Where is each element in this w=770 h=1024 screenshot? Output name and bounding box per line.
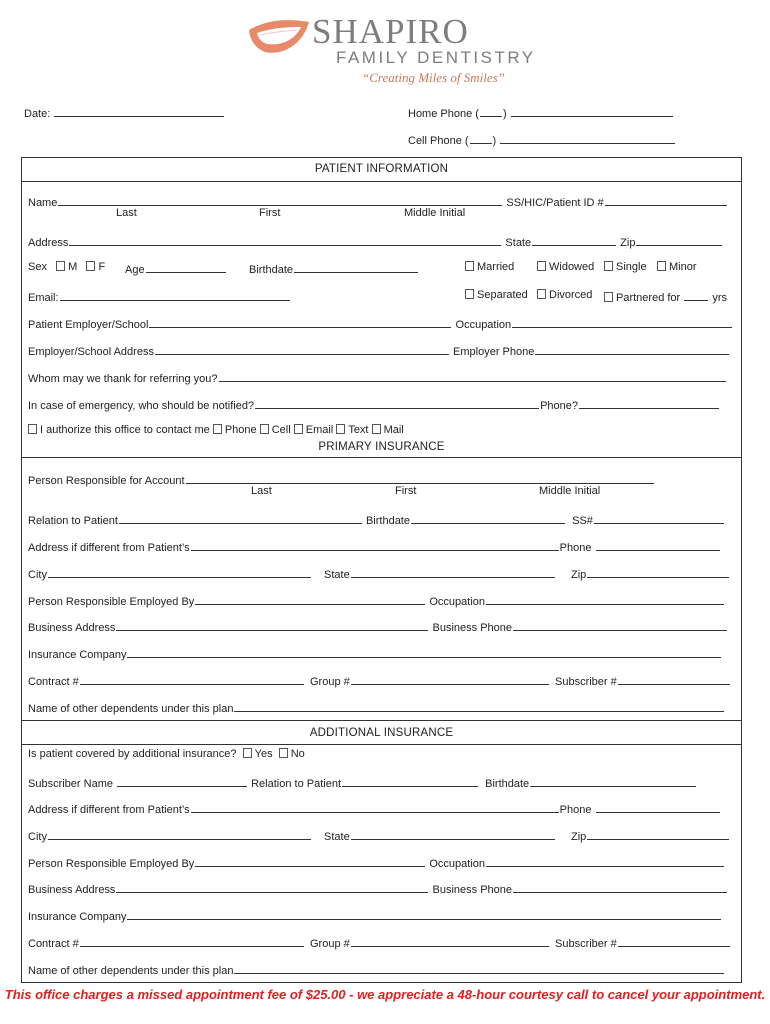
employed-by-label: Person Responsible Employed By [28,858,195,870]
single-checkbox[interactable] [604,261,613,271]
contact-cell-checkbox[interactable] [260,424,269,434]
employed-by-row [28,855,725,871]
dependents-row [28,962,725,978]
state-field[interactable] [532,234,616,246]
email-label: Email: [28,292,59,304]
zip-row [571,828,730,844]
covered-no-checkbox[interactable] [279,748,288,758]
subscriber-name-label: Subscriber Name [28,778,113,790]
business-phone-label: Business Phone [432,884,512,896]
subscriber-name-row [28,775,697,791]
business-phone-field[interactable] [513,881,727,893]
minor-label: Minor [669,261,697,273]
zip-row [571,566,730,582]
emergency-field[interactable] [255,397,539,409]
authorize-row [28,424,404,437]
insurance-company-field[interactable] [127,646,721,658]
ssid-field[interactable] [605,194,727,206]
emergency-row [28,397,720,413]
insurance-company-field[interactable] [127,908,721,920]
employer-address-field[interactable] [155,343,449,355]
insurance-company-row [28,646,722,662]
minor-option [657,261,697,274]
email-row [28,289,291,305]
subscriber-row [555,673,731,689]
contract-row [28,673,305,689]
responsible-field[interactable] [186,472,654,484]
contact-email-checkbox[interactable] [294,424,303,434]
state-field[interactable] [351,828,555,840]
zip-label: Zip [571,831,587,843]
age-label: Age [125,264,145,276]
employer-phone-label: Employer Phone [453,346,535,358]
state-row [324,828,556,844]
group-field[interactable] [351,935,549,947]
separated-label: Separated [477,289,528,301]
smile-lips-icon [247,18,311,58]
city-row [28,828,312,844]
section-title-patient: PATIENT INFORMATION [314,163,449,175]
name-sub-last: Last [116,207,137,219]
occupation-label: Occupation [429,858,486,870]
birthdate-label: Birthdate [365,515,410,527]
city-field[interactable] [48,828,311,840]
phone-label: Phone [559,542,592,554]
contact-mail-label: Mail [383,424,404,436]
contract-row [28,935,305,951]
contract-field[interactable] [80,935,304,947]
logo-subtitle: FAMILY DENTISTRY [336,48,536,67]
group-field[interactable] [351,673,549,685]
state-label: State [505,237,532,249]
name-sub-first: First [259,207,281,219]
covered-label: Is patient covered by additional insurance? [28,748,237,760]
contact-text-checkbox[interactable] [336,424,345,434]
city-label: City [28,831,47,843]
date-field[interactable] [54,105,224,117]
divider [21,720,742,721]
date-row [24,105,225,121]
subscriber-field[interactable] [618,673,730,685]
employer-address-label: Employer/School Address [28,346,154,358]
occupation-label: Occupation [455,319,512,331]
occupation-field[interactable] [486,855,724,867]
birthdate-label: Birthdate [249,264,294,276]
business-phone-label: Business Phone [432,622,512,634]
ssid-label: SS/HIC/Patient ID # [506,197,604,209]
widowed-label: Widowed [549,261,595,273]
business-address-label: Business Address [28,884,116,896]
business-address-row [28,881,728,897]
dependents-label: Name of other dependents under this plan [28,703,234,715]
widowed-option [537,261,594,274]
date-label: Date: [24,108,51,120]
group-row [310,935,550,951]
contact-cell-label: Cell [271,424,291,436]
birthdate-field[interactable] [294,261,418,273]
partnered-checkbox[interactable] [604,292,613,302]
age-field[interactable] [146,261,226,273]
subscriber-label: Subscriber # [555,938,617,950]
birthdate-field[interactable] [411,512,565,524]
paren: ) [492,135,497,147]
employer-phone-field[interactable] [535,343,729,355]
minor-checkbox[interactable] [657,261,666,271]
city-row [28,566,312,582]
employed-by-row [28,593,725,609]
home-phone-row [408,105,674,121]
relation-row [28,512,725,528]
employed-by-field[interactable] [195,593,425,605]
sex-label: Sex [28,261,47,273]
subscriber-row [555,935,731,951]
subscriber-field[interactable] [618,935,730,947]
name-field[interactable] [58,194,502,206]
insurance-company-label: Insurance Company [28,911,127,923]
city-label: City [28,569,47,581]
yrs-label: yrs [712,292,727,304]
phone-field[interactable] [596,801,720,813]
missed-appointment-notice: This office charges a missed appointment fee of $25.00 - we appreciate a 48-hour courtesy call to cancel your appointment. [4,987,766,1002]
city-field[interactable] [48,566,311,578]
zip-label: Zip [571,569,587,581]
contract-label: Contract # [28,938,79,950]
partnered-option [604,289,727,305]
emergency-phone-label: Phone? [540,400,578,412]
paren: ) [502,108,507,120]
relation-field[interactable] [342,775,478,787]
referral-field[interactable] [219,370,726,382]
state-label: State [324,569,350,581]
single-label: Single [616,261,647,273]
employer-address-row [28,343,730,359]
sex-m-label: M [68,261,78,273]
ss-label: SS# [572,515,593,527]
relation-field[interactable] [119,512,362,524]
logo-tagline: “Creating Miles of Smiles” [362,70,505,85]
insurance-company-row [28,908,722,924]
responsible-sub-middle: Middle Initial [539,485,601,497]
address-diff-label: Address if different from Patient’s [28,804,190,816]
business-phone-field[interactable] [513,619,727,631]
contract-label: Contract # [28,676,79,688]
divider [21,744,742,745]
address-diff-row [28,539,721,555]
group-label: Group # [310,938,350,950]
home-phone-area-field[interactable] [480,105,502,117]
business-address-field[interactable] [116,881,428,893]
employer-field[interactable] [149,316,451,328]
business-address-field[interactable] [116,619,428,631]
birthdate-row [249,261,419,277]
birthdate-label: Birthdate [485,778,530,790]
logo-name: SHAPIRO [312,12,469,51]
business-address-row [28,619,728,635]
phone-label: Phone [559,804,592,816]
home-phone-field[interactable] [511,105,673,117]
sex-f-checkbox[interactable] [86,261,95,271]
cell-phone-label: Cell Phone ( [408,135,469,147]
relation-label: Relation to Patient [28,515,118,527]
business-address-label: Business Address [28,622,116,634]
contact-phone-checkbox[interactable] [213,424,222,434]
emergency-label: In case of emergency, who should be notified? [28,400,255,412]
section-title-primary: PRIMARY INSURANCE [318,441,445,453]
name-sub-middle: Middle Initial [404,207,466,219]
dependents-field[interactable] [234,962,724,974]
married-option [465,261,514,274]
divorced-option [537,289,592,302]
home-phone-label: Home Phone ( [408,108,479,120]
widowed-checkbox[interactable] [537,261,546,271]
divider [21,181,742,182]
covered-yes-checkbox[interactable] [243,748,252,758]
contact-mail-checkbox[interactable] [372,424,381,434]
married-checkbox[interactable] [465,261,474,271]
address-diff-field[interactable] [191,801,559,813]
authorize-checkbox[interactable] [28,424,37,434]
occupation-field[interactable] [512,316,732,328]
employed-by-field[interactable] [195,855,425,867]
relation-label: Relation to Patient [251,778,341,790]
partnered-years-field[interactable] [684,289,708,301]
subscriber-name-field[interactable] [117,775,247,787]
address-diff-field[interactable] [191,539,559,551]
sex-row [28,261,105,274]
age-row [125,261,227,277]
divider [21,457,742,458]
dependents-row [28,700,725,716]
address-field[interactable] [69,234,501,246]
emergency-phone-field[interactable] [579,397,719,409]
partnered-label: Partnered for [616,292,681,304]
state-field[interactable] [351,566,555,578]
authorize-label: I authorize this office to contact me [40,424,210,436]
single-option [604,261,647,274]
divorced-label: Divorced [549,289,593,301]
sex-m-checkbox[interactable] [56,261,65,271]
group-row [310,673,550,689]
subscriber-label: Subscriber # [555,676,617,688]
phone-field[interactable] [596,539,720,551]
divorced-checkbox[interactable] [537,289,546,299]
contact-email-label: Email [305,424,334,436]
separated-checkbox[interactable] [465,289,474,299]
occupation-label: Occupation [429,596,486,608]
address-label: Address [28,237,69,249]
group-label: Group # [310,676,350,688]
employed-by-label: Person Responsible Employed By [28,596,195,608]
sex-f-label: F [98,261,106,273]
covered-row [28,748,305,761]
responsible-sub-last: Last [251,485,272,497]
responsible-label: Person Responsible for Account [28,475,185,487]
address-diff-row [28,801,721,817]
birthdate-field[interactable] [530,775,696,787]
contact-phone-label: Phone [224,424,257,436]
separated-option [465,289,528,302]
dependents-label: Name of other dependents under this plan [28,965,234,977]
state-label: State [324,831,350,843]
zip-field[interactable] [636,234,722,246]
employer-row [28,316,733,332]
email-field[interactable] [60,289,290,301]
covered-yes-label: Yes [254,748,273,760]
zip-field[interactable] [587,828,729,840]
occupation-field[interactable] [486,593,724,605]
address-diff-label: Address if different from Patient’s [28,542,190,554]
dependents-field[interactable] [234,700,724,712]
contact-text-label: Text [348,424,369,436]
section-title-additional: ADDITIONAL INSURANCE [309,727,454,739]
name-label: Name [28,197,58,209]
insurance-company-label: Insurance Company [28,649,127,661]
married-label: Married [477,261,515,273]
responsible-sub-first: First [395,485,417,497]
address-row [28,234,723,250]
cell-phone-row [408,132,676,148]
referral-row [28,370,727,386]
covered-no-label: No [290,748,305,760]
referral-label: Whom may we thank for referring you? [28,373,218,385]
zip-field[interactable] [587,566,729,578]
contract-field[interactable] [80,673,304,685]
ss-field[interactable] [594,512,724,524]
employer-label: Patient Employer/School [28,319,149,331]
cell-phone-area-field[interactable] [470,132,492,144]
cell-phone-field[interactable] [500,132,675,144]
state-row [324,566,556,582]
zip-label: Zip [620,237,636,249]
